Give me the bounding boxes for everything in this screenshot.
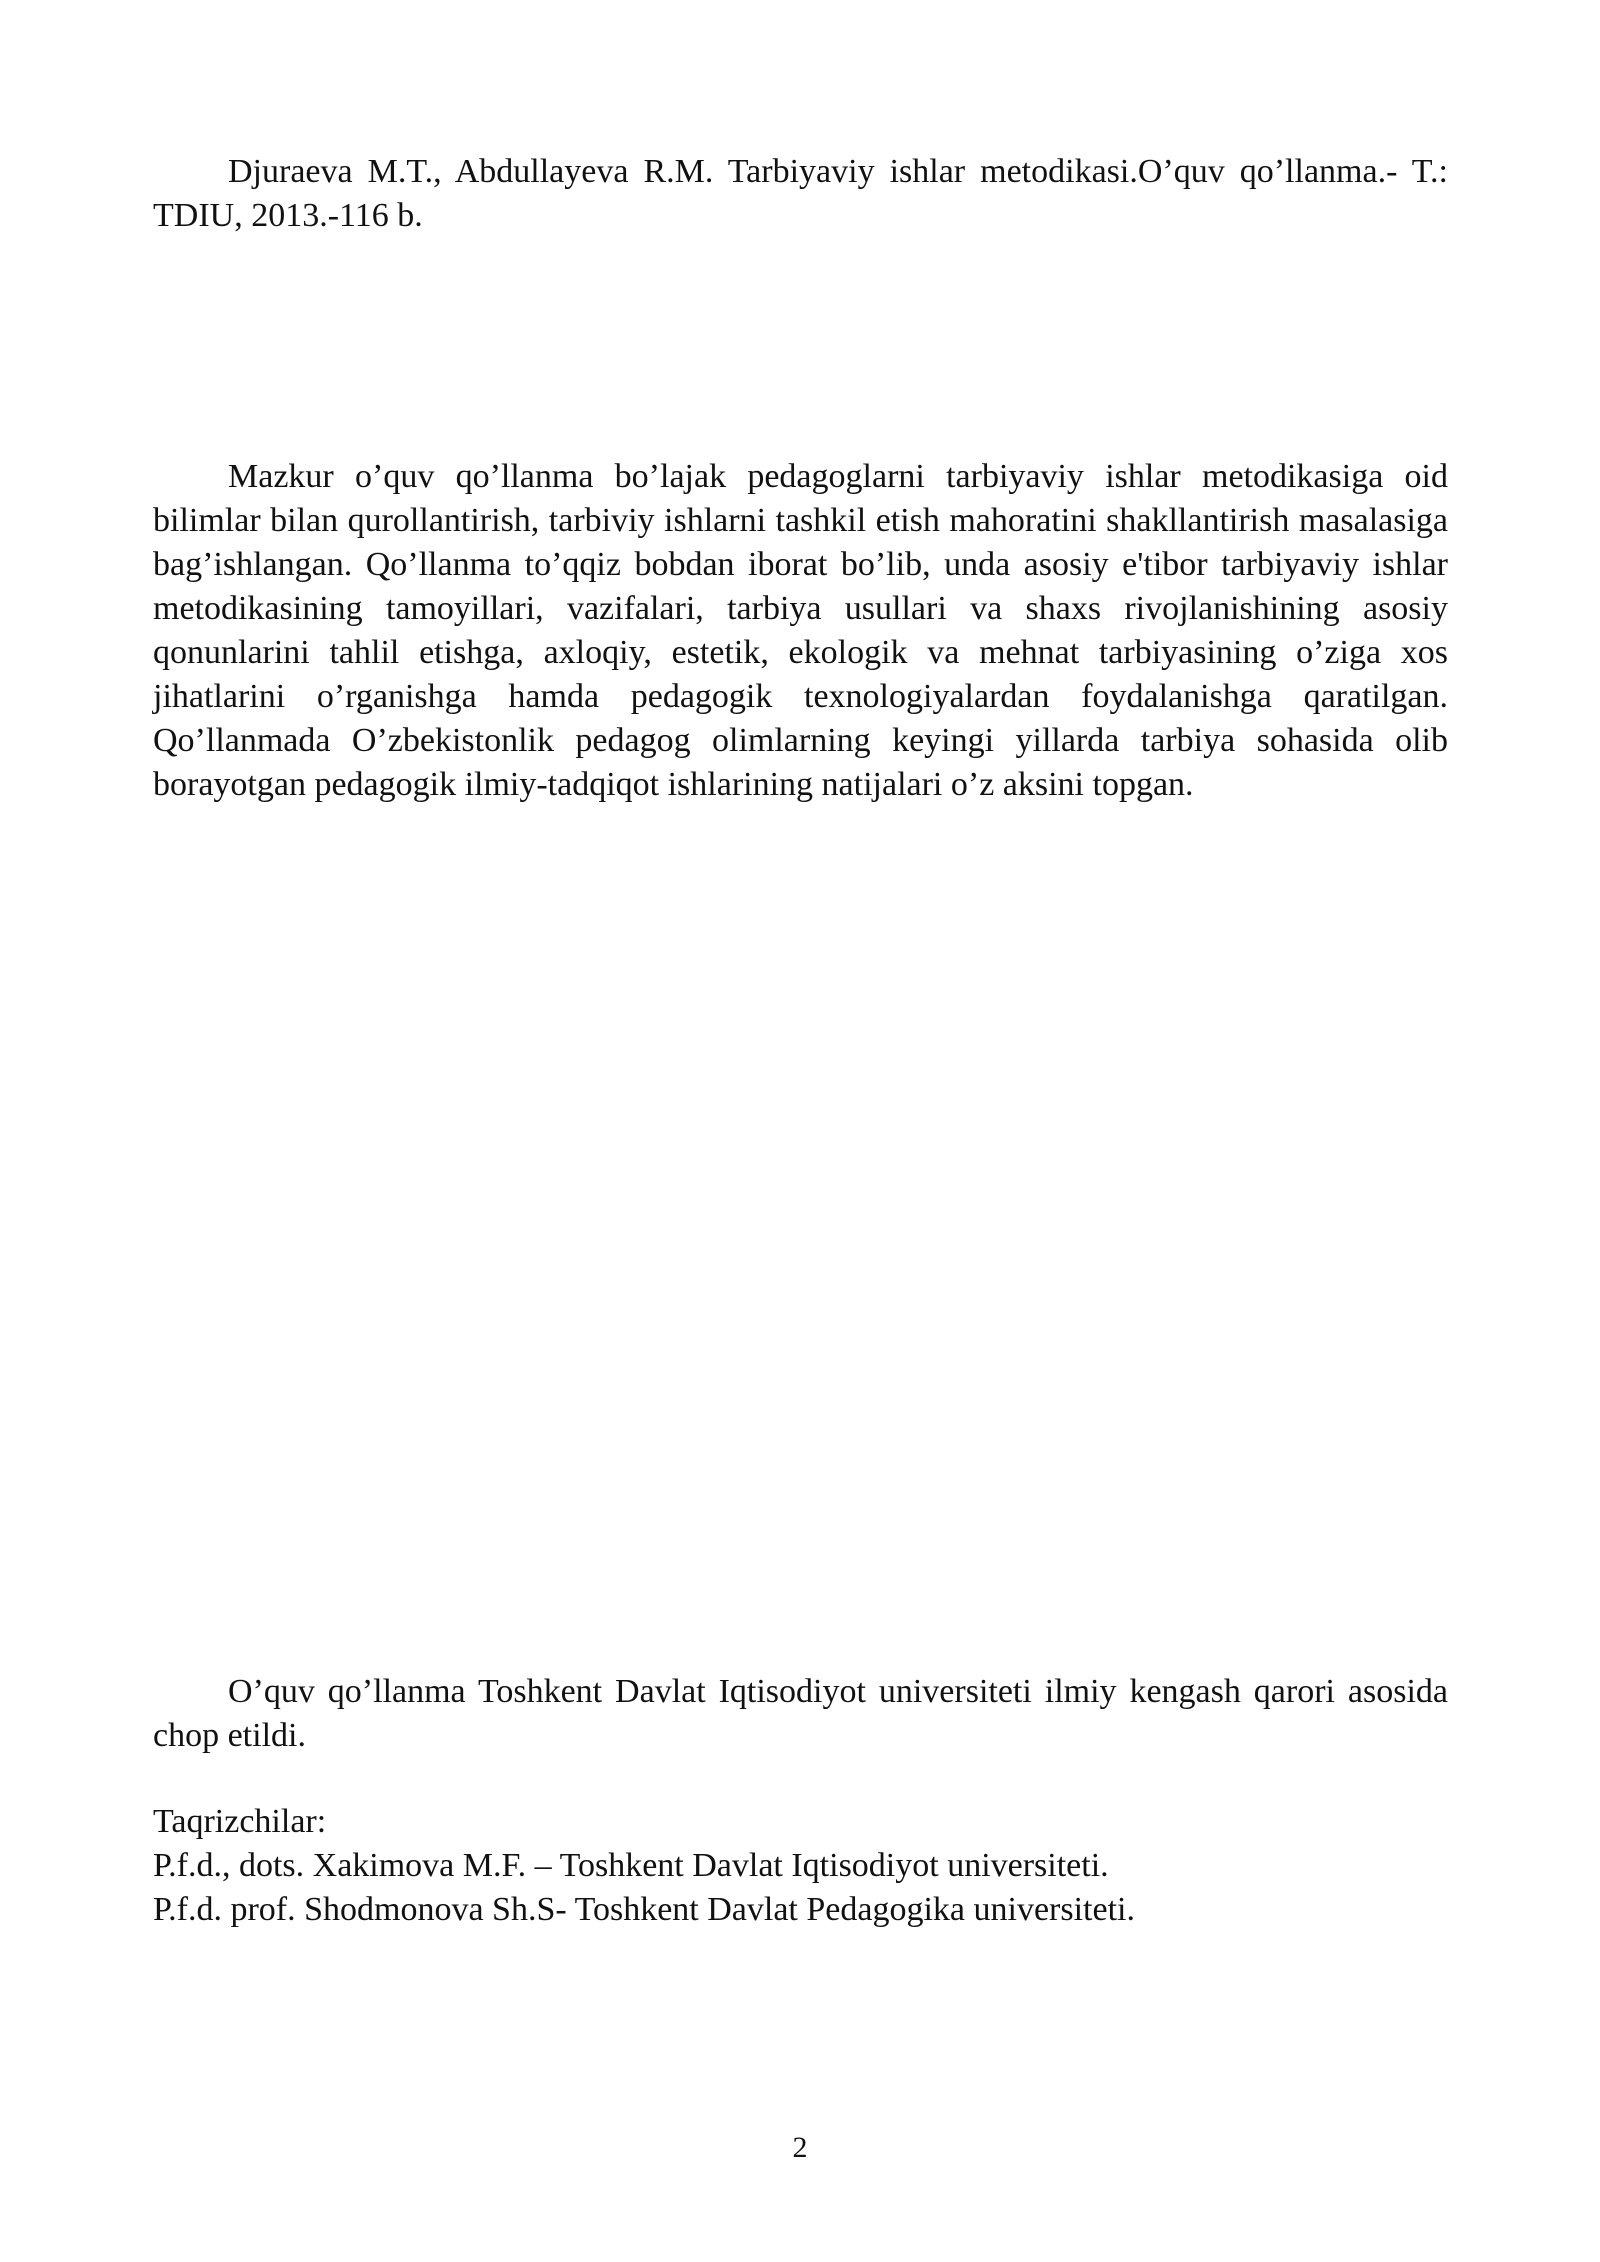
page-number: 2 [792,2131,808,2164]
approval-statement: O’quv qo’llanma Toshkent Davlat Iqtisodiyot universiteti ilmiy kengash qarori asosida chop etildi. [153,1673,1448,1754]
abstract-paragraph: Mazkur o’quv qo’llanma bo’lajak pedagoglarni tarbiyaviy ishlar metodikasiga oid bilimlar bilan qurollantirish, tarbiviy ishlarni tashkil etish mahoratini shakllantirish masalasiga bag’ishlangan. Qo’llanma to’qqiz bobdan iborat bo’lib, unda asosiy e'tibor tarbiyaviy ishlar metodikasining tamoyillari, vazifalari, tarbiya usullari va shaxs rivojlanishining asosiy qonunlarini tahlil etishga, axloqiy, estetik, ekologik va mehnat tarbiyasining o’ziga xos jihatlarini o’rganishga hamda pedagogik texnologiyalardan foydalanishga qaratilgan. Qo’llanmada O’zbekistonlik pedagog olimlarning keyingi yillarda tarbiya sohasida olib borayotgan pedagogik ilmiy-tadqiqot ishlarining natijalari o’z aksini topgan. [153,458,1448,803]
reviewer-item: P.f.d. prof. Shodmonova Sh.S- Toshkent Davlat Pedagogika universiteti. [153,1891,1135,1928]
reviewer-item: P.f.d., dots. Xakimova M.F. – Toshkent Davlat Iqtisodiyot universiteti. [153,1847,1109,1884]
reviewers-label: Taqrizchilar: [153,1803,327,1840]
bibliographic-citation: Djuraeva M.T., Abdullayeva R.M. Tarbiyaviy ishlar metodikasi.O’quv qo’llanma.- T.: TDIU, 2013.-116 b. [153,153,1448,234]
